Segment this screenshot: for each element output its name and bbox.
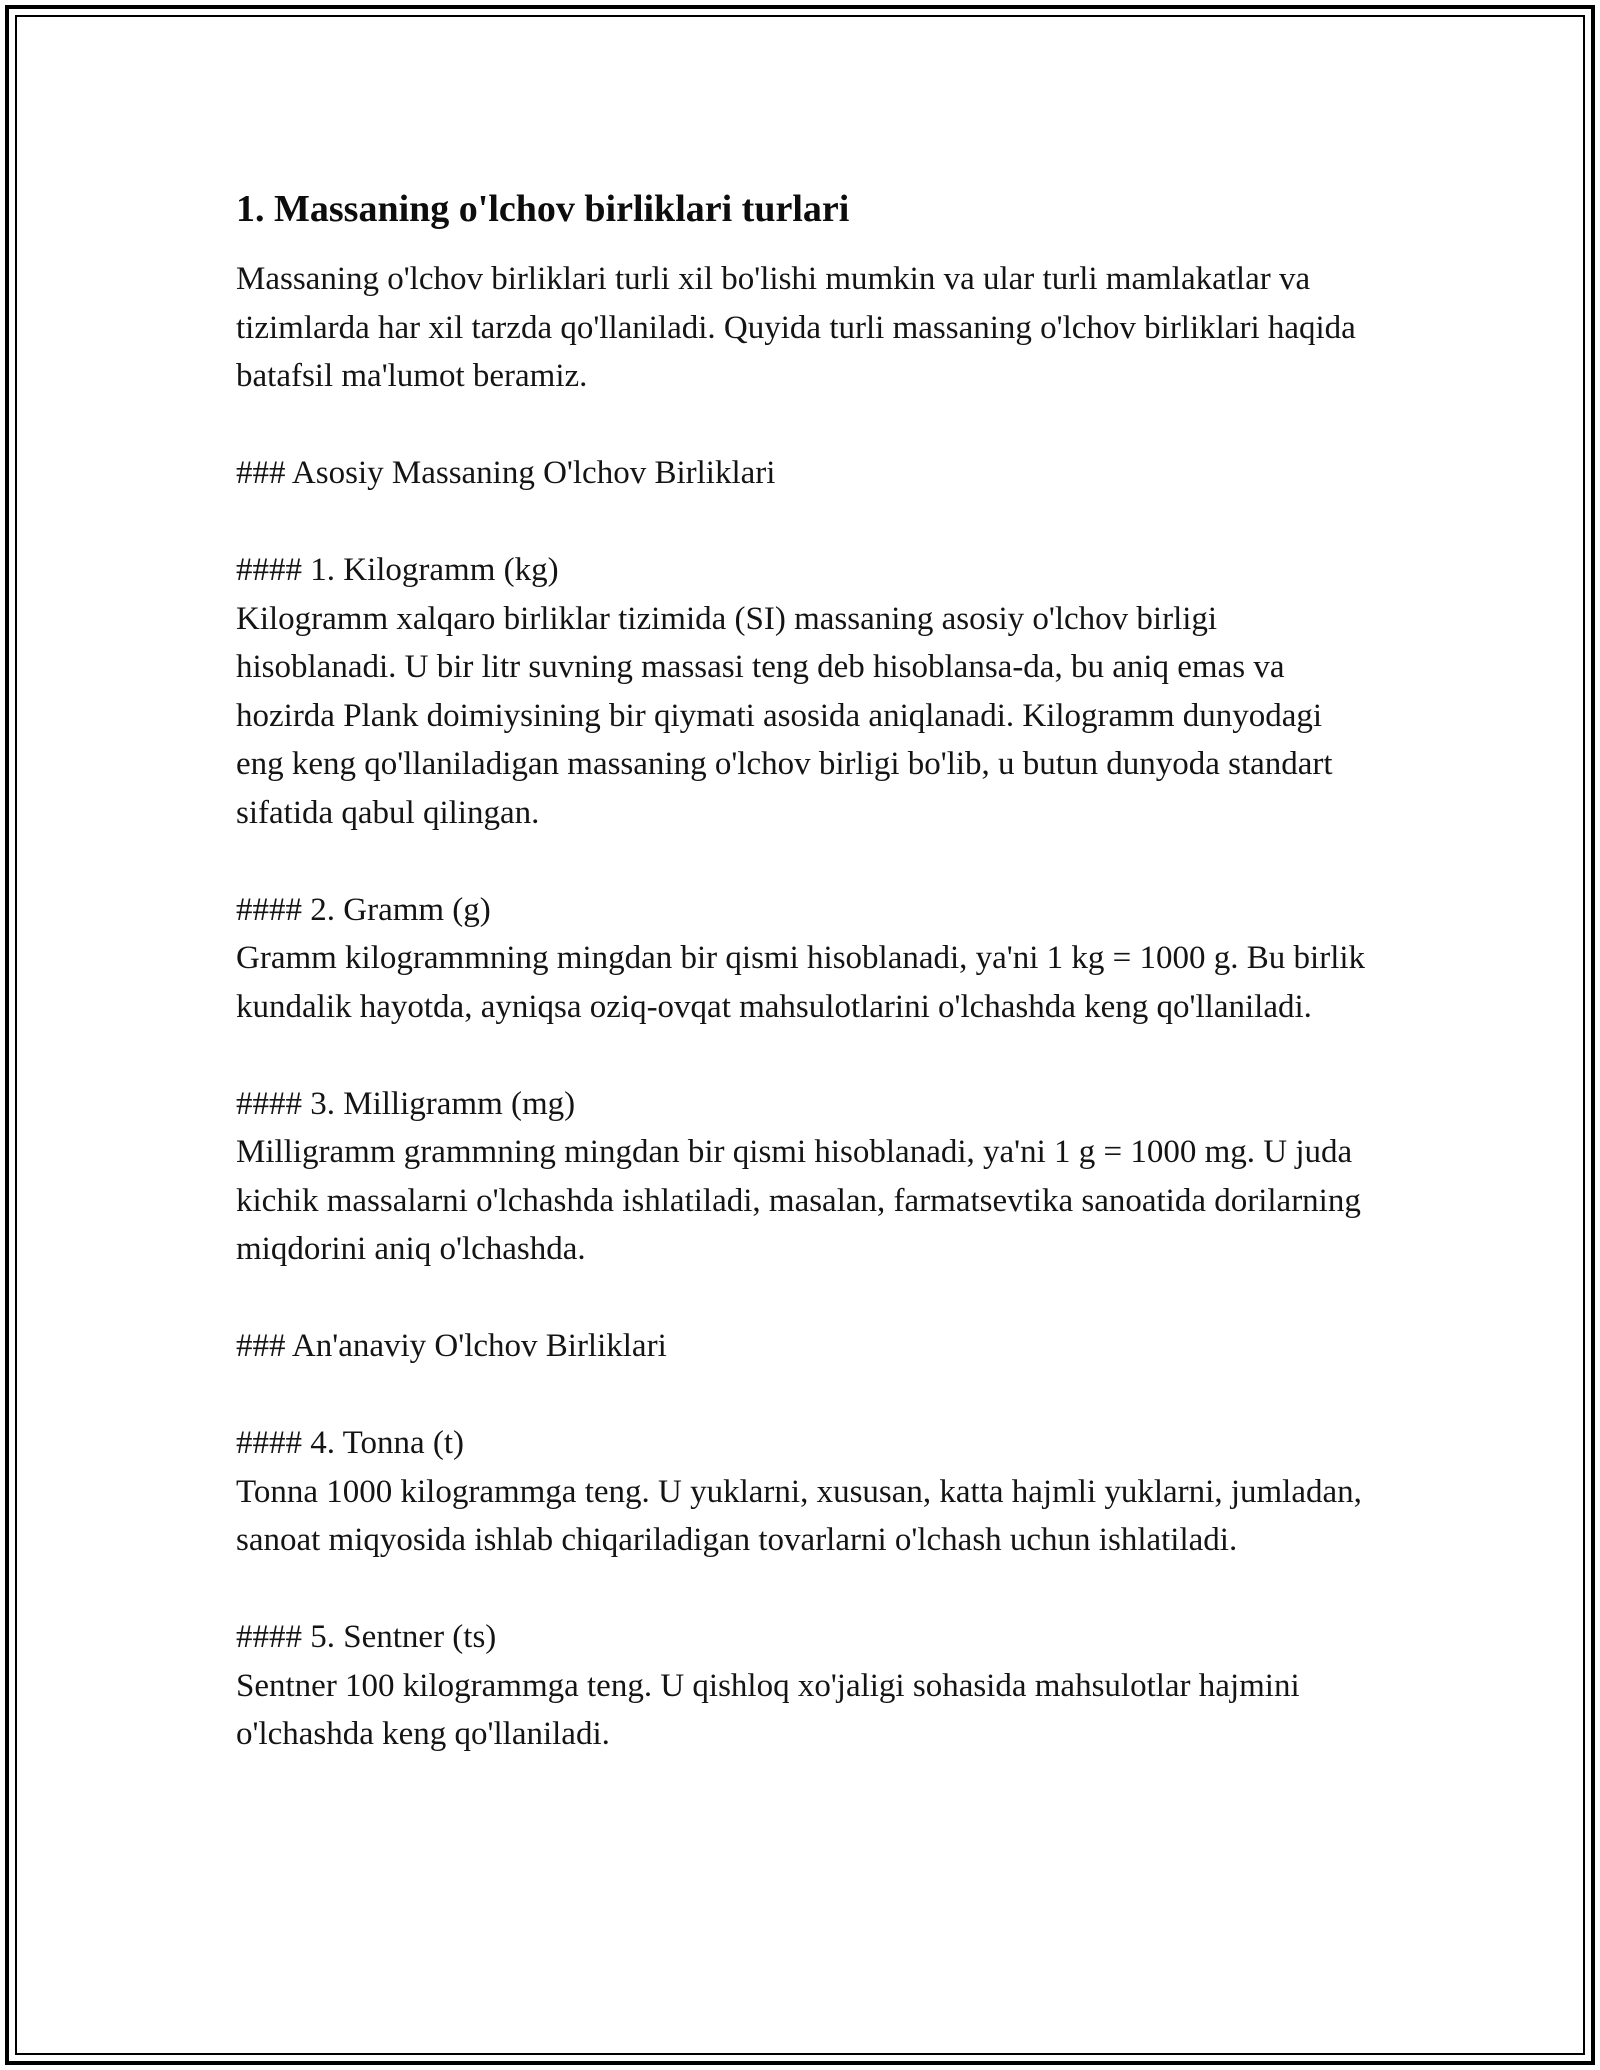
unit-text-gram: Gramm kilogrammning mingdan bir qismi hisoblanadi, ya'ni 1 kg = 1000 g. Bu birlik kundalik hayotda, ayniqsa oziq-ovqat mahsulotlarini o'lchashda keng qo'llaniladi. bbox=[236, 940, 1366, 1025]
unit-text-centner: Sentner 100 kilogrammga teng. U qishloq xo'jaligi sohasida mahsulotlar hajmini o'lchashda keng qo'llaniladi. bbox=[236, 1667, 1300, 1752]
unit-text-milligram: Milligramm grammning mingdan bir qismi hisoblanadi, ya'ni 1 g = 1000 mg. U juda kichik massalarni o'lchashda ishlatiladi, masalan, farmatsevtika sanoatida dorilarning miqdorini aniq o'lchashda. bbox=[236, 1134, 1361, 1267]
unit-heading-kilogram: #### 1. Kilogramm (kg) bbox=[236, 552, 559, 588]
document-title: 1. Massaning o'lchov birliklari turlari bbox=[236, 188, 850, 230]
section-heading-traditional-units: ### An'anaviy O'lchov Birliklari bbox=[236, 1328, 667, 1364]
spacer bbox=[236, 1274, 1366, 1323]
unit-heading-milligram: #### 3. Milligramm (mg) bbox=[236, 1085, 576, 1122]
unit-heading-centner: #### 5. Sentner (ts) bbox=[236, 1619, 497, 1655]
spacer bbox=[236, 1565, 1366, 1614]
unit-text-kilogram: Kilogramm xalqaro birliklar tizimida (SI) massaning asosiy o'lchov birligi hisoblanadi. U bir litr suvning massasi teng deb hisoblansa-da, bu aniq emas va hozirda Plank doimiysining bir qiymati asosida aniqlanadi. Kilogramm dunyodagi eng keng qo'llaniladigan massaning o'lchov birligi bo'lib, u butun dunyoda standart sifatida qabul qilingan. bbox=[236, 600, 1333, 831]
unit-heading-tonne: #### 4. Tonna (t) bbox=[236, 1425, 465, 1461]
unit-heading-gram: #### 2. Gramm (g) bbox=[236, 891, 491, 928]
document-page bbox=[236, 185, 1366, 1759]
spacer bbox=[236, 401, 1366, 450]
spacer bbox=[236, 498, 1366, 547]
spacer bbox=[236, 837, 1366, 886]
spacer bbox=[236, 1031, 1366, 1080]
section-heading-basic-units: ### Asosiy Massaning O'lchov Birliklari bbox=[236, 455, 776, 491]
unit-text-tonne: Tonna 1000 kilogrammga teng. U yuklarni, xususan, katta hajmli yuklarni, jumladan, sanoat miqyosida ishlab chiqariladigan tovarlarni o'lchash uchun ishlatiladi. bbox=[236, 1473, 1362, 1558]
intro-paragraph: Massaning o'lchov birliklari turli xil bo'lishi mumkin va ular turli mamlakatlar va tizimlarda har xil tarzda qo'llaniladi. Quyida turli massaning o'lchov birliklari haqida batafsil ma'lumot beramiz. bbox=[236, 261, 1356, 394]
spacer bbox=[236, 1371, 1366, 1420]
